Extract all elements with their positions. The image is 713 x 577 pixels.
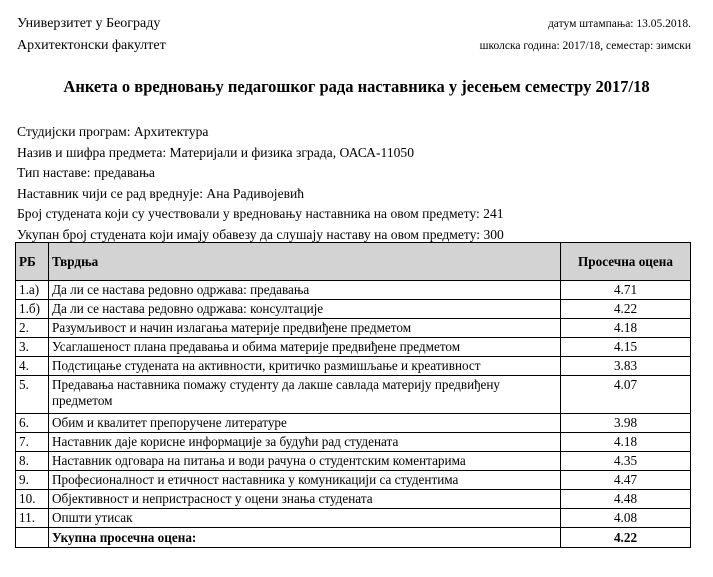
row-average: 4.48	[561, 490, 691, 509]
row-average: 4.15	[561, 338, 691, 357]
row-statement: Да ли се настава редовно одржава: предавања	[49, 281, 561, 300]
table-header-row	[16, 243, 691, 281]
table-row	[16, 357, 691, 376]
row-average: 4.47	[561, 471, 691, 490]
row-statement: Општи утисак	[49, 509, 561, 528]
row-number: 1.б)	[16, 300, 49, 319]
info-teacher: Наставник чији се рад вреднује: Ана Радивојевић	[17, 185, 305, 201]
table-row	[16, 433, 691, 452]
row-average: 4.35	[561, 452, 691, 471]
table-row	[16, 452, 691, 471]
row-statement: Обим и квалитет препоручене литературе	[49, 414, 561, 433]
table-row	[16, 509, 691, 528]
row-number: 4.	[16, 357, 49, 376]
course-info	[17, 122, 504, 246]
university-name: Универзитет у Београду	[17, 16, 161, 31]
row-statement: Објективност и непристрасност у оцени знања студената	[49, 490, 561, 509]
total-label: Укупна просечна оцена:	[49, 528, 561, 548]
row-number: 3.	[16, 338, 49, 357]
row-average: 4.18	[561, 319, 691, 338]
row-number: 2.	[16, 319, 49, 338]
document-title: Анкета о вредновању педагошког рада наставника у јесењем семестру 2017/18	[63, 77, 650, 96]
row-average: 4.08	[561, 509, 691, 528]
info-course: Назив и шифра предмета: Материјали и физика зграда, ОАСА-11050	[17, 144, 415, 160]
table-row	[16, 281, 691, 300]
row-statement: Наставник даје корисне информације за будући рад студената	[49, 433, 561, 452]
table-row	[16, 414, 691, 433]
print-date: датум штампања: 13.05.2018.	[547, 18, 691, 30]
table-row	[16, 300, 691, 319]
row-statement: Предавања наставника помажу студенту да лакше савлада материју предвиђену предметом	[49, 376, 561, 414]
row-number: 6.	[16, 414, 49, 433]
row-statement: Да ли се настава редовно одржава: консултације	[49, 300, 561, 319]
row-statement: Усаглашеност плана предавања и обима материје предвиђене предметом	[49, 338, 561, 357]
row-average: 3.83	[561, 357, 691, 376]
row-average: 4.22	[561, 300, 691, 319]
evaluation-table	[15, 242, 691, 548]
row-number: 8.	[16, 452, 49, 471]
total-blank-cell	[16, 528, 49, 548]
faculty-name: Архитектонски факултет	[17, 38, 166, 53]
row-number: 1.а)	[16, 281, 49, 300]
info-participants: Број студената који су учествовали у вредновању наставника на овом предмету: 241	[17, 206, 504, 222]
row-statement: Наставник одговара на питања и води рачуна о студентским коментарима	[49, 452, 561, 471]
info-type: Тип наставе: предавања	[17, 165, 155, 181]
table-row	[16, 319, 691, 338]
print-meta-block	[480, 13, 691, 57]
info-program: Студијски програм: Архитектура	[17, 124, 209, 139]
row-statement: Разумљивост и начин излагања материје предвиђене предметом	[49, 319, 561, 338]
total-row	[16, 528, 691, 548]
row-average: 3.98	[561, 414, 691, 433]
total-value: 4.22	[561, 528, 691, 548]
row-number: 9.	[16, 471, 49, 490]
table-row	[16, 376, 691, 414]
row-number: 10.	[16, 490, 49, 509]
institution-block	[17, 13, 166, 57]
header-average: Просечна оцена	[561, 243, 691, 281]
table-row	[16, 471, 691, 490]
row-number: 11.	[16, 509, 49, 528]
row-statement: Професионалност и етичност наставника у комуникацији са студентима	[49, 471, 561, 490]
header-rb: РБ	[16, 243, 49, 281]
row-number: 5.	[16, 376, 49, 414]
row-average: 4.18	[561, 433, 691, 452]
table-row	[16, 490, 691, 509]
row-average: 4.71	[561, 281, 691, 300]
table-row	[16, 338, 691, 357]
row-statement: Подстицање студената на активности, критичко размишљање и креативност	[49, 357, 561, 376]
info-total-students: Укупан број студената који имају обавезу да слушају наставу на овом предмету: 300	[17, 226, 504, 242]
header-statement: Тврдња	[49, 243, 561, 281]
school-year: школска година: 2017/18, семестар: зимски	[479, 40, 691, 52]
row-number: 7.	[16, 433, 49, 452]
row-average: 4.07	[561, 376, 691, 414]
